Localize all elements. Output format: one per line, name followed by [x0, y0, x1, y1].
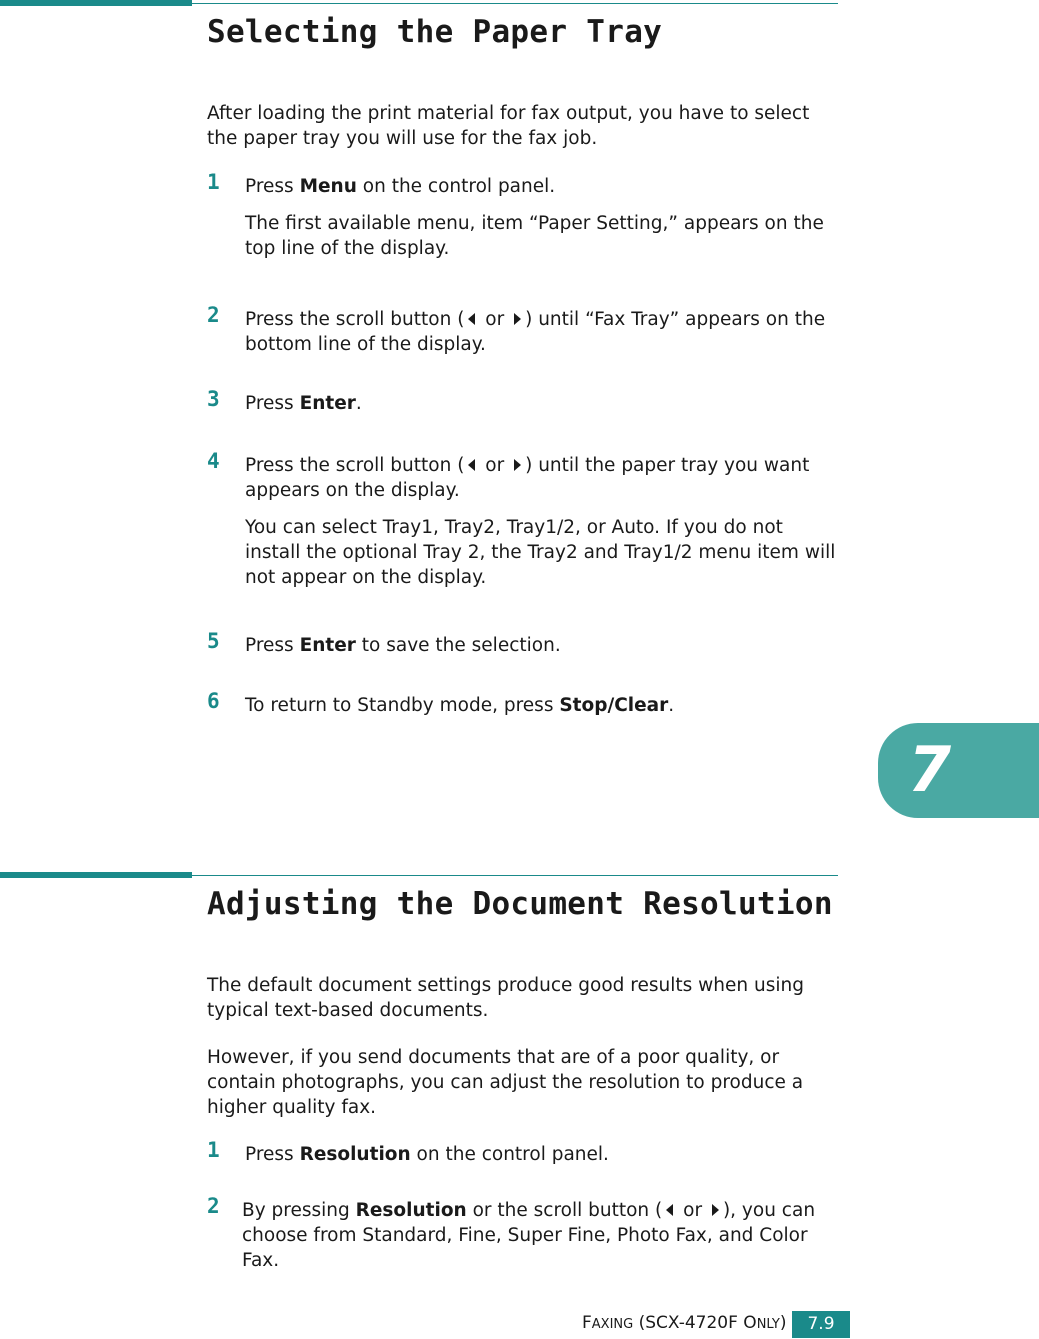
step-number: 2	[207, 303, 220, 327]
step-4	[207, 449, 839, 590]
key-stop-clear: Stop/Clear	[559, 695, 669, 716]
section-title-resolution: Adjusting the Document Resolution	[207, 886, 833, 922]
section-paragraph: However, if you send documents that are of a poor quality, or contain photographs, you can adjust the resolution to produce a higher quality fax.	[207, 1047, 804, 1118]
step-text: .	[355, 393, 362, 414]
step-number: 6	[207, 689, 220, 713]
step-2	[207, 1194, 839, 1273]
left-triangle-icon	[666, 1204, 673, 1216]
step-text: or the scroll button (	[466, 1200, 663, 1221]
footer-chapter-label: FAXING (SCX-4720F ONLY)	[582, 1313, 787, 1333]
step-text: ) until “Fax Tray” appears on the bottom line of the display.	[245, 309, 826, 355]
step-3	[207, 387, 839, 416]
step-6	[207, 689, 839, 718]
step-text: Press	[245, 393, 300, 414]
step-text: ), you can choose from Standard, Fine, Super Fine, Photo Fax, and Color Fax.	[242, 1200, 816, 1271]
right-triangle-icon	[712, 1204, 719, 1216]
section-intro: After loading the print material for fax output, you have to select the paper tray you will use for the fax job.	[207, 103, 810, 149]
step-number: 5	[207, 629, 220, 653]
chapter-number: 7	[908, 733, 952, 806]
step-text: on the control panel.	[410, 1144, 609, 1165]
step-text: or	[677, 1200, 708, 1221]
step-number: 3	[207, 387, 220, 411]
step-number: 1	[207, 170, 220, 194]
step-1	[207, 1138, 839, 1167]
step-text: Press the scroll button (	[245, 309, 465, 330]
step-number: 4	[207, 449, 220, 473]
key-enter: Enter	[299, 635, 356, 656]
section-paragraph: The default document settings produce good results when using typical text-based documents.	[207, 975, 804, 1021]
step-text: to save the selection.	[355, 635, 561, 656]
step-text: By pressing	[242, 1200, 356, 1221]
step-text: or	[479, 309, 511, 330]
right-triangle-icon	[514, 313, 521, 325]
section-rule-thin	[192, 875, 838, 876]
step-text: ) until the paper tray you want appears on the display.	[245, 455, 810, 501]
step-1	[207, 170, 839, 261]
key-enter: Enter	[299, 393, 356, 414]
key-resolution: Resolution	[355, 1200, 467, 1221]
step-note: You can select Tray1, Tray2, Tray1/2, or Auto. If you do not install the optional Tray 2, the Tray2 and Tray1/2 menu item will not appear on the display.	[245, 517, 836, 588]
section-rule-thick	[0, 872, 192, 878]
step-text: To return to Standby mode, press	[245, 695, 560, 716]
step-text: or	[479, 455, 511, 476]
step-text: Press the scroll button (	[245, 455, 465, 476]
section-rule-thick	[0, 0, 192, 6]
step-2	[207, 303, 839, 357]
section-title-paper-tray: Selecting the Paper Tray	[207, 14, 663, 50]
left-triangle-icon	[468, 313, 475, 325]
page-number-badge: 7.9	[792, 1311, 850, 1338]
step-note: The first available menu, item “Paper Setting,” appears on the top line of the display.	[245, 213, 824, 259]
key-resolution: Resolution	[299, 1144, 411, 1165]
key-menu: Menu	[299, 176, 357, 197]
step-text: Press	[245, 635, 300, 656]
left-triangle-icon	[468, 459, 475, 471]
step-number: 1	[207, 1138, 220, 1162]
step-5	[207, 629, 839, 658]
section-rule-thin	[192, 3, 838, 4]
chapter-tab	[878, 723, 1039, 818]
step-text: Press	[245, 1144, 300, 1165]
step-text: on the control panel.	[356, 176, 556, 197]
step-number: 2	[207, 1194, 220, 1218]
right-triangle-icon	[514, 459, 521, 471]
step-text: .	[668, 695, 675, 716]
step-text: Press	[245, 176, 300, 197]
